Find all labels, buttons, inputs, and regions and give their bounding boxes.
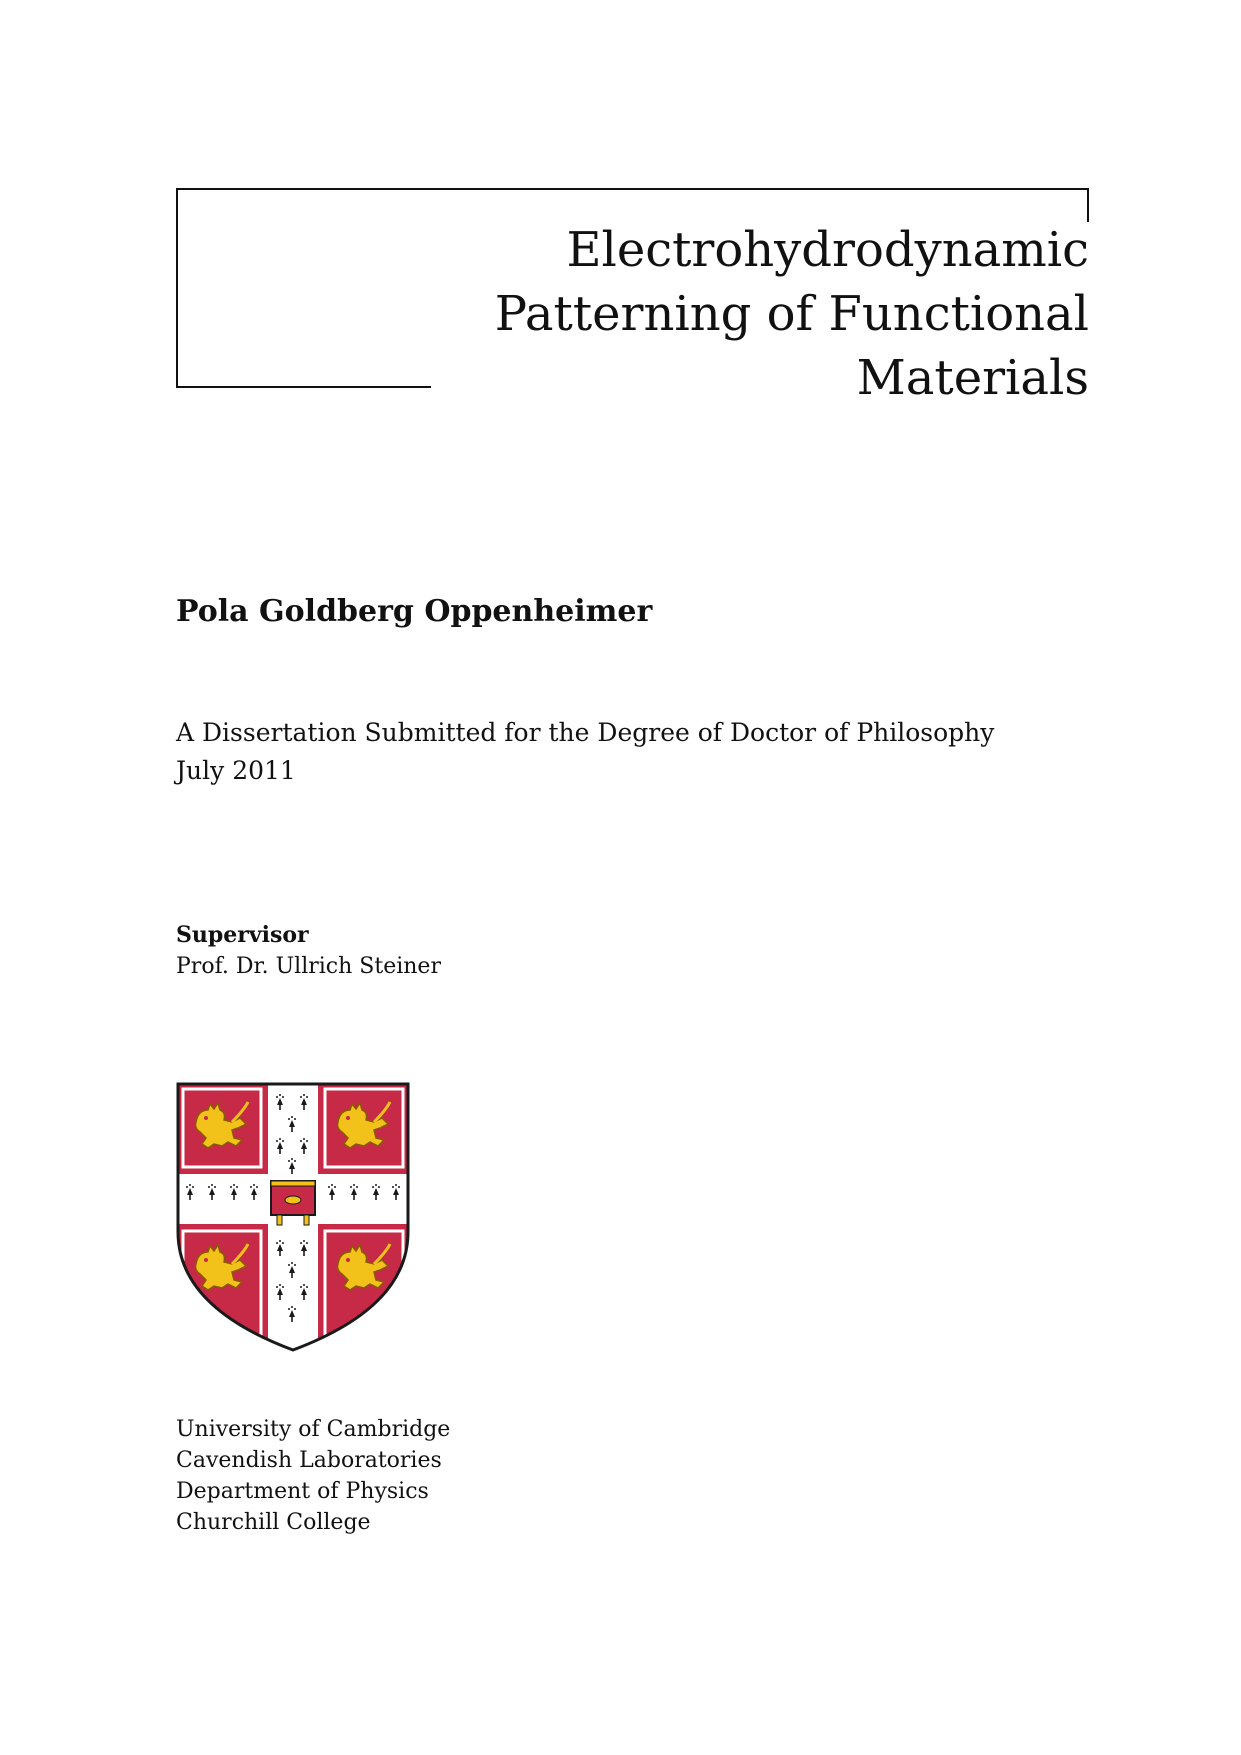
supervisor-name: Prof. Dr. Ullrich Steiner — [176, 954, 441, 979]
author-name: Pola Goldberg Oppenheimer — [176, 594, 653, 629]
submission-date: July 2011 — [176, 756, 296, 785]
affiliation-department: Department of Physics — [176, 1479, 429, 1504]
title-frame-right-rule — [1087, 188, 1089, 222]
supervisor-heading: Supervisor — [176, 922, 309, 948]
affiliation-block — [176, 1414, 450, 1538]
thesis-title — [369, 218, 1089, 410]
title-frame-top-rule — [176, 188, 1089, 190]
title-line-1: Electrohydrodynamic — [566, 222, 1089, 278]
affiliation-university: University of Cambridge — [176, 1417, 451, 1442]
title-line-2: Patterning of Functional — [494, 286, 1089, 342]
title-line-3: Materials — [856, 350, 1089, 406]
supervisor-block — [176, 920, 441, 982]
university-coat-of-arms-icon — [176, 1082, 410, 1352]
affiliation-college: Churchill College — [176, 1510, 371, 1535]
title-frame-left-rule — [176, 188, 178, 387]
degree-statement: A Dissertation Submitted for the Degree of Doctor of Philosophy — [176, 718, 995, 747]
degree-block — [176, 714, 994, 790]
affiliation-laboratory: Cavendish Laboratories — [176, 1448, 442, 1473]
